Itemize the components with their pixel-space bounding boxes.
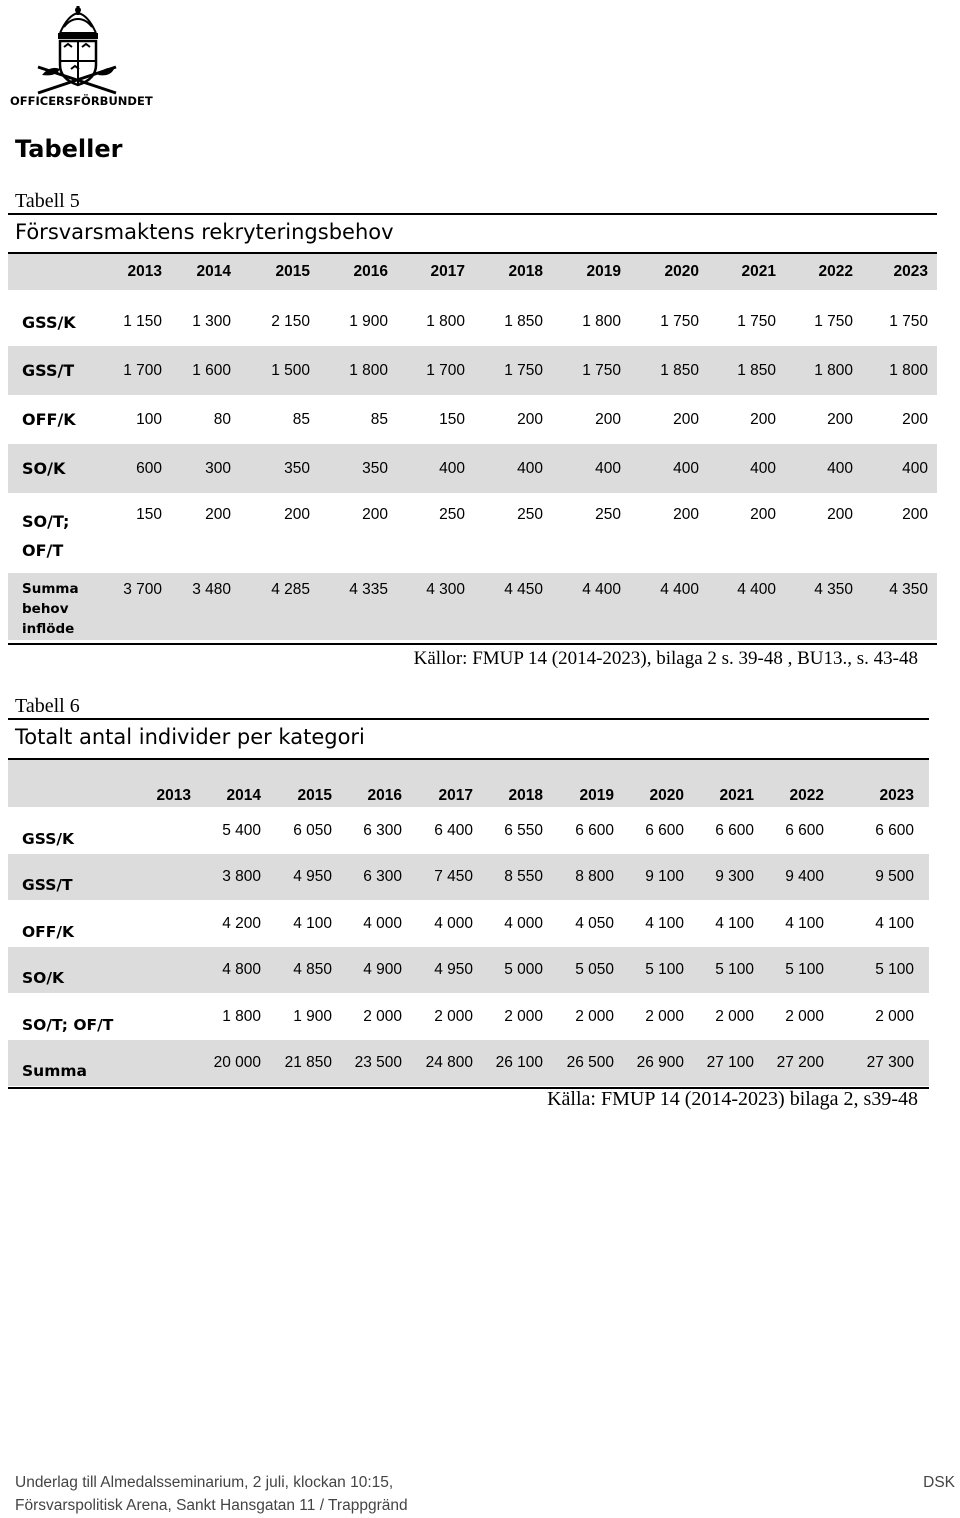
table6-year: 2023 xyxy=(839,760,929,807)
cell: 1 900 xyxy=(293,1007,332,1025)
cell: 4 950 xyxy=(276,854,347,900)
table-row xyxy=(8,573,937,640)
cell: 2 150 xyxy=(271,313,310,330)
row-category: SO/T; OF/T xyxy=(22,1016,114,1034)
cell: 6 400 xyxy=(434,821,473,839)
cell: 2 000 xyxy=(645,1007,684,1025)
cell: 2 000 xyxy=(363,1007,402,1025)
cell: 1 700 xyxy=(397,346,474,395)
cell: 26 500 xyxy=(558,1040,629,1086)
row-category: GSS/T xyxy=(8,346,110,395)
cell: 350 xyxy=(240,444,319,493)
cell: 4 300 xyxy=(397,573,474,640)
cell: 1 750 xyxy=(814,313,853,330)
table-row xyxy=(8,807,929,854)
cell: 5 100 xyxy=(769,947,839,993)
cell: 24 800 xyxy=(417,1040,488,1086)
cell: 250 xyxy=(595,506,621,523)
row-category: SO/K xyxy=(8,947,156,993)
cell: 8 550 xyxy=(488,854,558,900)
cell: 27 200 xyxy=(769,1040,839,1086)
cell: 85 xyxy=(292,410,310,428)
table-row xyxy=(8,346,937,395)
table5-year: 2023 xyxy=(862,254,937,290)
cell: 6 300 xyxy=(363,821,402,839)
cell: 7 450 xyxy=(417,854,488,900)
table5-year: 2022 xyxy=(785,254,862,290)
section-title: Tabeller xyxy=(15,135,123,163)
cell: 4 000 xyxy=(504,914,543,932)
cell: 2 000 xyxy=(434,1007,473,1025)
cell: 9 400 xyxy=(769,854,839,900)
cell: 3 480 xyxy=(171,573,240,640)
cell: 4 450 xyxy=(474,573,552,640)
cell: 350 xyxy=(319,444,397,493)
table6-label: Tabell 6 xyxy=(15,695,80,717)
table-row xyxy=(8,1040,929,1086)
footer-line-2: Försvarspolitisk Arena, Sankt Hansgatan 11 / Trappgränd xyxy=(15,1497,408,1514)
table5-year: 2020 xyxy=(630,254,708,290)
cell: 200 xyxy=(595,410,621,428)
table6-header-blank xyxy=(8,760,156,807)
cell: 4 400 xyxy=(552,573,630,640)
table6-year: 2017 xyxy=(417,760,488,807)
table5-year: 2014 xyxy=(171,254,240,290)
cell: 200 xyxy=(750,506,776,523)
cell: 4 100 xyxy=(715,914,754,932)
cell: 6 600 xyxy=(645,821,684,839)
cell: 9 100 xyxy=(629,854,699,900)
row-category: GSS/T xyxy=(8,854,156,900)
table5-year: 2017 xyxy=(397,254,474,290)
cell: 1 600 xyxy=(171,346,240,395)
row-category-line: OF/T xyxy=(22,541,64,560)
cell: 1 150 xyxy=(123,313,162,330)
cell: 5 100 xyxy=(629,947,699,993)
cell: 100 xyxy=(136,410,162,428)
cell: 400 xyxy=(552,444,630,493)
cell: 1 800 xyxy=(862,346,937,395)
table6-year: 2019 xyxy=(558,760,629,807)
table5-year: 2013 xyxy=(110,254,171,290)
cell xyxy=(156,854,206,900)
cell: 4 850 xyxy=(276,947,347,993)
cell: 26 900 xyxy=(629,1040,699,1086)
row-category-line: inflöde xyxy=(22,621,75,637)
cell: 4 335 xyxy=(319,573,397,640)
cell: 4 100 xyxy=(785,914,824,932)
cell: 4 350 xyxy=(785,573,862,640)
table5 xyxy=(8,254,937,640)
table5-year: 2021 xyxy=(708,254,785,290)
cell: 85 xyxy=(370,410,388,428)
table6-year: 2013 xyxy=(156,760,206,807)
cell: 8 800 xyxy=(558,854,629,900)
table6-year: 2022 xyxy=(769,760,839,807)
cell: 21 850 xyxy=(276,1040,347,1086)
cell: 1 800 xyxy=(426,313,465,330)
cell: 6 050 xyxy=(293,821,332,839)
cell: 6 550 xyxy=(504,821,543,839)
cell: 27 300 xyxy=(839,1040,929,1086)
cell: 200 xyxy=(517,410,543,428)
cell xyxy=(156,947,206,993)
cell: 1 750 xyxy=(737,313,776,330)
cell: 200 xyxy=(902,410,928,428)
table5-label: Tabell 5 xyxy=(15,190,80,212)
table6-year: 2020 xyxy=(629,760,699,807)
cell: 6 300 xyxy=(347,854,417,900)
table5-year: 2018 xyxy=(474,254,552,290)
cell: 1 850 xyxy=(504,313,543,330)
table5-bottom-rule xyxy=(8,643,937,645)
row-category-line: SO/T; xyxy=(22,512,70,531)
table-row xyxy=(8,395,937,444)
cell: 150 xyxy=(439,410,465,428)
cell: 250 xyxy=(439,506,465,523)
table-row xyxy=(8,298,937,346)
table6-caption: Totalt antal individer per kategori xyxy=(15,725,365,749)
cell: 1 800 xyxy=(222,1007,261,1025)
table-row xyxy=(8,493,937,573)
cell: 4 800 xyxy=(206,947,276,993)
table5-header-row xyxy=(8,254,937,290)
cell: 4 900 xyxy=(347,947,417,993)
cell: 200 xyxy=(750,410,776,428)
cell xyxy=(156,900,206,947)
cell: 200 xyxy=(284,506,310,523)
cell: 400 xyxy=(474,444,552,493)
cell: 2 000 xyxy=(785,1007,824,1025)
cell: 20 000 xyxy=(206,1040,276,1086)
cell: 2 000 xyxy=(504,1007,543,1025)
cell: 6 600 xyxy=(875,821,914,839)
cell: 200 xyxy=(673,506,699,523)
cell: 2 000 xyxy=(875,1007,914,1025)
cell xyxy=(156,993,206,1040)
table6-year: 2015 xyxy=(276,760,347,807)
table6-year: 2016 xyxy=(347,760,417,807)
cell: 1 800 xyxy=(319,346,397,395)
cell: 1 750 xyxy=(552,346,630,395)
table-row xyxy=(8,947,929,993)
cell: 1 750 xyxy=(889,313,928,330)
table6 xyxy=(8,760,929,1086)
table6-top-rule xyxy=(8,718,929,720)
cell: 400 xyxy=(630,444,708,493)
cell: 9 500 xyxy=(839,854,929,900)
cell: 9 300 xyxy=(699,854,769,900)
table-row xyxy=(8,900,929,947)
cell: 1 800 xyxy=(785,346,862,395)
cell: 80 xyxy=(213,410,231,428)
cell: 5 100 xyxy=(699,947,769,993)
table5-year: 2016 xyxy=(319,254,397,290)
cell: 5 100 xyxy=(839,947,929,993)
cell: 5 400 xyxy=(222,821,261,839)
footer-line-1: Underlag till Almedalsseminarium, 2 juli, klockan 10:15, xyxy=(15,1474,394,1491)
cell: 27 100 xyxy=(699,1040,769,1086)
cell: 150 xyxy=(136,506,162,523)
cell: 4 400 xyxy=(708,573,785,640)
cell: 5 050 xyxy=(558,947,629,993)
cell: 4 400 xyxy=(630,573,708,640)
cell: 23 500 xyxy=(347,1040,417,1086)
cell: 2 000 xyxy=(715,1007,754,1025)
cell: 400 xyxy=(708,444,785,493)
cell: 1 800 xyxy=(582,313,621,330)
row-category-line: behov xyxy=(22,601,69,617)
table-row xyxy=(8,444,937,493)
cell: 400 xyxy=(785,444,862,493)
cell: 600 xyxy=(110,444,171,493)
cell: 1 750 xyxy=(474,346,552,395)
cell: 1 700 xyxy=(110,346,171,395)
cell: 300 xyxy=(171,444,240,493)
logo-text: OFFICERSFÖRBUNDET xyxy=(10,94,153,108)
cell: 1 500 xyxy=(240,346,319,395)
cell: 1 300 xyxy=(192,313,231,330)
row-category: GSS/K xyxy=(22,312,76,332)
cell: 4 200 xyxy=(222,914,261,932)
cell: 1 900 xyxy=(349,313,388,330)
cell: 4 000 xyxy=(434,914,473,932)
cell: 6 600 xyxy=(785,821,824,839)
table6-header-row xyxy=(8,760,929,807)
cell: 1 750 xyxy=(660,313,699,330)
cell: 4 000 xyxy=(363,914,402,932)
table5-caption: Försvarsmaktens rekryteringsbehov xyxy=(15,220,394,244)
cell: 4 100 xyxy=(293,914,332,932)
cell: 200 xyxy=(902,506,928,523)
row-category: OFF/K xyxy=(22,923,75,941)
cell: 1 850 xyxy=(630,346,708,395)
table5-source: Källor: FMUP 14 (2014-2023), bilaga 2 s. 39-48 , BU13., s. 43-48 xyxy=(413,648,918,669)
cell: 200 xyxy=(673,410,699,428)
cell: 250 xyxy=(517,506,543,523)
cell: 200 xyxy=(827,506,853,523)
table5-top-rule xyxy=(8,213,937,215)
row-category-line: Summa xyxy=(22,581,79,597)
table6-year: 2014 xyxy=(206,760,276,807)
cell: 6 600 xyxy=(575,821,614,839)
cell: 400 xyxy=(397,444,474,493)
row-category xyxy=(8,493,110,573)
table5-header-blank xyxy=(8,254,110,290)
cell: 4 285 xyxy=(240,573,319,640)
table6-year: 2021 xyxy=(699,760,769,807)
table-row xyxy=(8,993,929,1040)
cell xyxy=(156,807,206,854)
cell: 2 000 xyxy=(575,1007,614,1025)
cell: 5 000 xyxy=(488,947,558,993)
cell: 4 350 xyxy=(862,573,937,640)
cell: 200 xyxy=(827,410,853,428)
row-category xyxy=(8,573,110,640)
cell: 200 xyxy=(205,506,231,523)
cell xyxy=(156,1040,206,1086)
cell: 4 950 xyxy=(417,947,488,993)
cell: 4 100 xyxy=(875,914,914,932)
cell: 200 xyxy=(362,506,388,523)
cell: 1 850 xyxy=(708,346,785,395)
cell: 400 xyxy=(862,444,937,493)
table6-source: Källa: FMUP 14 (2014-2023) bilaga 2, s39-48 xyxy=(547,1088,918,1110)
cell: 4 050 xyxy=(575,914,614,932)
table6-year: 2018 xyxy=(488,760,558,807)
row-category: OFF/K xyxy=(22,410,76,429)
table5-year: 2019 xyxy=(552,254,630,290)
cell: 3 800 xyxy=(206,854,276,900)
table5-year: 2015 xyxy=(240,254,319,290)
row-category: SO/K xyxy=(8,444,110,493)
footer-right: DSK xyxy=(923,1474,955,1491)
cell: 6 600 xyxy=(715,821,754,839)
row-category: Summa xyxy=(8,1040,156,1086)
cell: 26 100 xyxy=(488,1040,558,1086)
cell: 4 100 xyxy=(645,914,684,932)
cell: 3 700 xyxy=(110,573,171,640)
table-row xyxy=(8,854,929,900)
row-category: GSS/K xyxy=(22,830,75,848)
